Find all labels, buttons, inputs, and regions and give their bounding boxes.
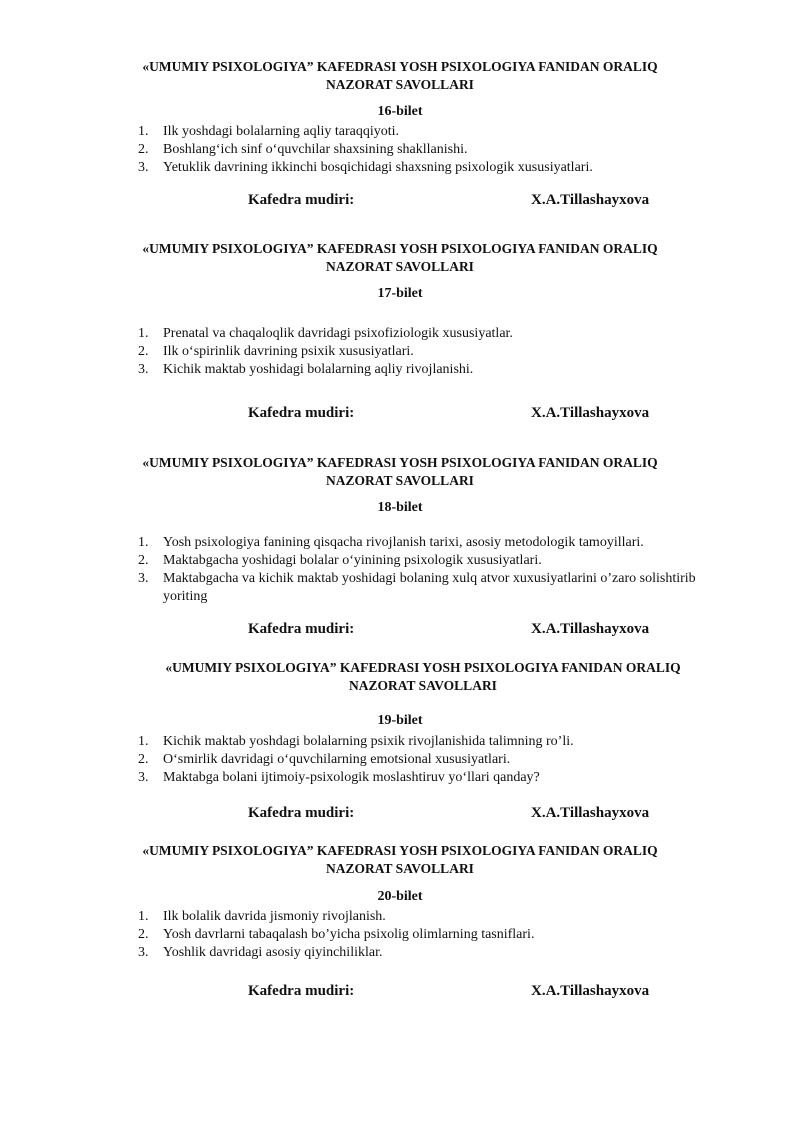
heading-line-1: «UMUMIY PSIXOLOGIYA” KAFEDRASI YOSH PSIXOLOGIYA FANIDAN ORALIQ xyxy=(142,455,658,470)
question-item xyxy=(138,751,738,769)
ticket-19 xyxy=(0,659,800,829)
question-text: Kichik maktab yoshdagi bolalarning psixik rivojlanishida talimning ro’li. xyxy=(163,734,574,749)
heading-line-1: «UMUMIY PSIXOLOGIYA” KAFEDRASI YOSH PSIXOLOGIYA FANIDAN ORALIQ xyxy=(142,843,658,858)
ticket-17 xyxy=(0,240,800,430)
question-text: Ilk yoshdagi bolalarning aqliy taraqqiyoti. xyxy=(163,124,400,139)
signature-name: X.A.Tillashayxova xyxy=(531,405,650,421)
ticket-heading xyxy=(0,58,800,94)
question-item xyxy=(138,325,738,343)
question-text: Yosh davrlarni tabaqalash bo’yicha psixolig olimlarning tasniflari. xyxy=(163,927,535,942)
heading-line-2: NAZORAT SAVOLLARI xyxy=(326,473,474,488)
ticket-number: 18-bilet xyxy=(377,500,423,515)
signature-role: Kafedra mudiri: xyxy=(248,405,355,421)
question-number: 2. xyxy=(138,142,149,157)
heading-line-1: «UMUMIY PSIXOLOGIYA” KAFEDRASI YOSH PSIXOLOGIYA FANIDAN ORALIQ xyxy=(165,660,681,675)
signature-role: Kafedra mudiri: xyxy=(248,621,355,637)
question-number: 3. xyxy=(138,770,149,785)
question-number: 2. xyxy=(138,927,149,942)
question-number: 3. xyxy=(138,945,149,960)
ticket-heading xyxy=(0,842,800,878)
ticket-20 xyxy=(0,842,800,1012)
question-item xyxy=(138,361,738,379)
question-list xyxy=(138,123,738,177)
question-number: 1. xyxy=(138,124,149,139)
question-text: Maktabga bolani ijtimoiy-psixologik moslashtiruv yo‘llari qanday? xyxy=(163,770,540,785)
question-number: 2. xyxy=(138,752,149,767)
question-item xyxy=(138,141,738,159)
question-text: Ilk o‘spirinlik davrining psixik xususiyatlari. xyxy=(163,344,414,359)
question-number: 1. xyxy=(138,535,149,550)
heading-line-2: NAZORAT SAVOLLARI xyxy=(349,678,497,693)
question-number: 2. xyxy=(138,553,149,568)
question-text: Yosh psixologiya fanining qisqacha rivojlanish tarixi, asosiy metodologik tamoyillari. xyxy=(163,535,644,550)
signature-name: X.A.Tillashayxova xyxy=(531,805,650,821)
ticket-heading xyxy=(0,659,800,695)
question-text: Maktabgacha va kichik maktab yoshidagi bolaning xulq atvor xuxusiyatlarini o’zaro solishtirib yoriting xyxy=(163,571,696,604)
question-item xyxy=(138,769,738,787)
question-item xyxy=(138,733,738,751)
question-list xyxy=(138,733,738,787)
signature-name: X.A.Tillashayxova xyxy=(531,621,650,637)
signature-role: Kafedra mudiri: xyxy=(248,805,355,821)
question-item xyxy=(138,123,738,141)
question-list xyxy=(138,325,738,379)
ticket-number: 17-bilet xyxy=(377,286,423,301)
question-text: Ilk bolalik davrida jismoniy rivojlanish. xyxy=(163,909,386,924)
question-number: 3. xyxy=(138,160,149,175)
question-item xyxy=(138,343,738,361)
question-number: 1. xyxy=(138,734,149,749)
question-number: 3. xyxy=(138,571,149,586)
question-text: Yetuklik davrining ikkinchi bosqichidagi shaxsning psixologik xususiyatlari. xyxy=(163,160,593,175)
signature-name: X.A.Tillashayxova xyxy=(531,192,650,208)
ticket-number: 19-bilet xyxy=(377,713,423,728)
heading-line-2: NAZORAT SAVOLLARI xyxy=(326,861,474,876)
signature-role: Kafedra mudiri: xyxy=(248,983,355,999)
question-item xyxy=(138,926,738,944)
signature-role: Kafedra mudiri: xyxy=(248,192,355,208)
question-list xyxy=(138,534,738,606)
question-item xyxy=(138,552,738,570)
question-list xyxy=(138,908,738,962)
question-text: Kichik maktab yoshidagi bolalarning aqliy rivojlanishi. xyxy=(163,362,474,377)
heading-line-1: «UMUMIY PSIXOLOGIYA” KAFEDRASI YOSH PSIXOLOGIYA FANIDAN ORALIQ xyxy=(142,59,658,74)
ticket-18 xyxy=(0,454,800,644)
question-number: 3. xyxy=(138,362,149,377)
question-item xyxy=(138,944,738,962)
ticket-heading xyxy=(0,454,800,490)
signature-name: X.A.Tillashayxova xyxy=(531,983,650,999)
question-text: Yoshlik davridagi asosiy qiyinchiliklar. xyxy=(163,945,383,960)
ticket-number: 16-bilet xyxy=(377,104,423,119)
question-item xyxy=(138,534,738,552)
ticket-16 xyxy=(0,58,800,218)
question-text: Maktabgacha yoshidagi bolalar o‘yinining psixologik xususiyatlari. xyxy=(163,553,542,568)
question-number: 1. xyxy=(138,326,149,341)
question-number: 2. xyxy=(138,344,149,359)
question-item xyxy=(138,908,738,926)
question-item xyxy=(138,159,738,177)
question-text: O‘smirlik davridagi o‘quvchilarning emotsional xususiyatlari. xyxy=(163,752,511,767)
heading-line-2: NAZORAT SAVOLLARI xyxy=(326,259,474,274)
heading-line-1: «UMUMIY PSIXOLOGIYA” KAFEDRASI YOSH PSIXOLOGIYA FANIDAN ORALIQ xyxy=(142,241,658,256)
ticket-heading xyxy=(0,240,800,276)
heading-line-2: NAZORAT SAVOLLARI xyxy=(326,77,474,92)
question-text: Boshlang‘ich sinf o‘quvchilar shaxsining shakllanishi. xyxy=(163,142,468,157)
ticket-number: 20-bilet xyxy=(377,889,423,904)
question-item xyxy=(138,570,738,606)
question-text: Prenatal va chaqaloqlik davridagi psixofiziologik xususiyatlar. xyxy=(163,326,513,341)
question-number: 1. xyxy=(138,909,149,924)
